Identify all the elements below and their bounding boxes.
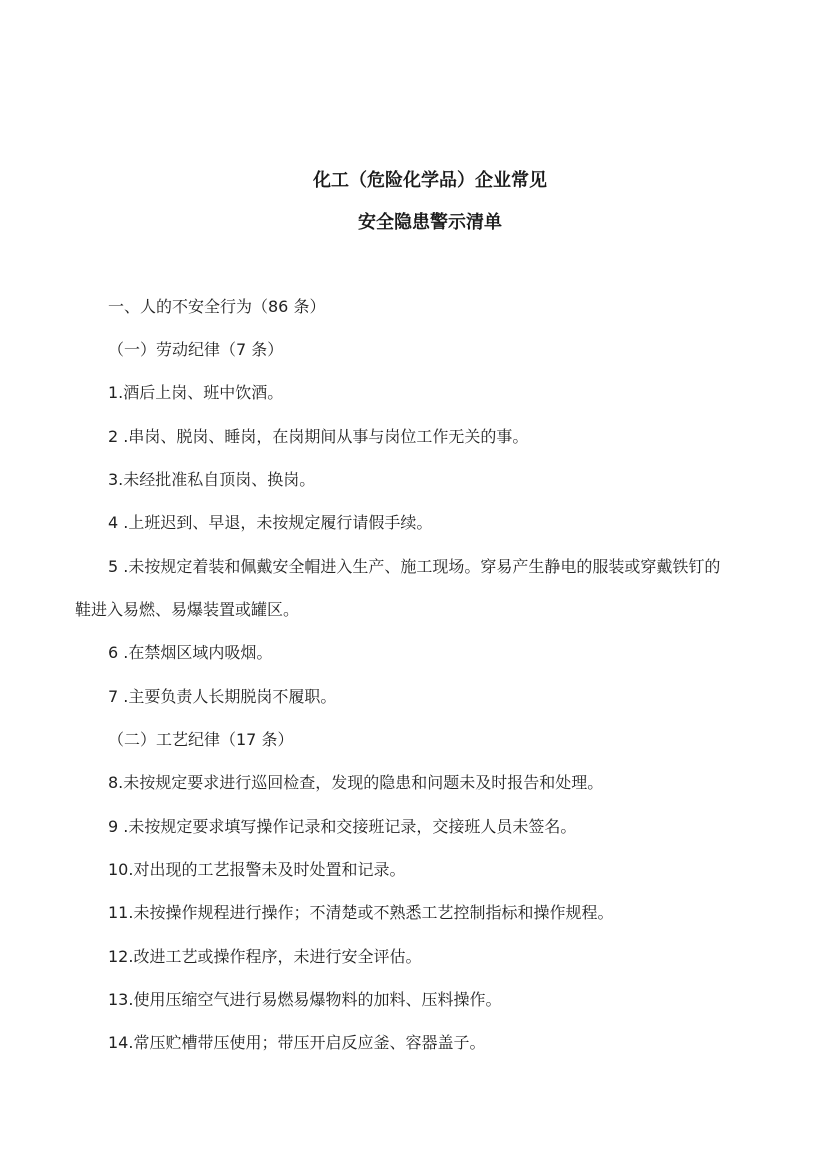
list-item: 9 .未按规定要求填写操作记录和交接班记录，交接班人员未签名。 bbox=[108, 817, 577, 836]
list-item: 1.酒后上岗、班中饮酒。 bbox=[108, 383, 284, 402]
list-item: 3.未经批准私自顶岗、换岗。 bbox=[108, 470, 316, 489]
document-title-line1: 化工（危险化学品）企业常见 bbox=[313, 170, 547, 191]
list-item: 2 .串岗、脱岗、睡岗，在岗期间从事与岗位工作无关的事。 bbox=[108, 427, 529, 446]
list-item: 12.改进工艺或操作程序，未进行安全评估。 bbox=[108, 947, 422, 966]
list-item-continuation: 鞋进入易燃、易爆装置或罐区。 bbox=[75, 600, 300, 619]
list-item: 4 .上班迟到、早退，未按规定履行请假手续。 bbox=[108, 513, 433, 532]
list-item: 5 .未按规定着装和佩戴安全帽进入生产、施工现场。穿易产生静电的服装或穿戴铁钉的 bbox=[108, 557, 721, 576]
list-item: 7 .主要负责人长期脱岗不履职。 bbox=[108, 687, 337, 706]
list-item: 13.使用压缩空气进行易燃易爆物料的加料、压料操作。 bbox=[108, 990, 502, 1009]
subsection-heading: （二）工艺纪律（17 条） bbox=[108, 730, 294, 749]
section-heading: 一、人的不安全行为（86 条） bbox=[108, 297, 326, 316]
subsection-heading: （一）劳动纪律（7 条） bbox=[108, 340, 284, 359]
document-title-line2: 安全隐患警示清单 bbox=[358, 212, 502, 233]
list-item: 14.常压贮槽带压使用；带压开启反应釜、容器盖子。 bbox=[108, 1033, 486, 1052]
list-item: 10.对出现的工艺报警未及时处置和记录。 bbox=[108, 860, 406, 879]
list-item: 6 .在禁烟区域内吸烟。 bbox=[108, 643, 273, 662]
list-item: 8.未按规定要求进行巡回检查，发现的隐患和问题未及时报告和处理。 bbox=[108, 773, 604, 792]
list-item: 11.未按操作规程进行操作；不清楚或不熟悉工艺控制指标和操作规程。 bbox=[108, 903, 614, 922]
